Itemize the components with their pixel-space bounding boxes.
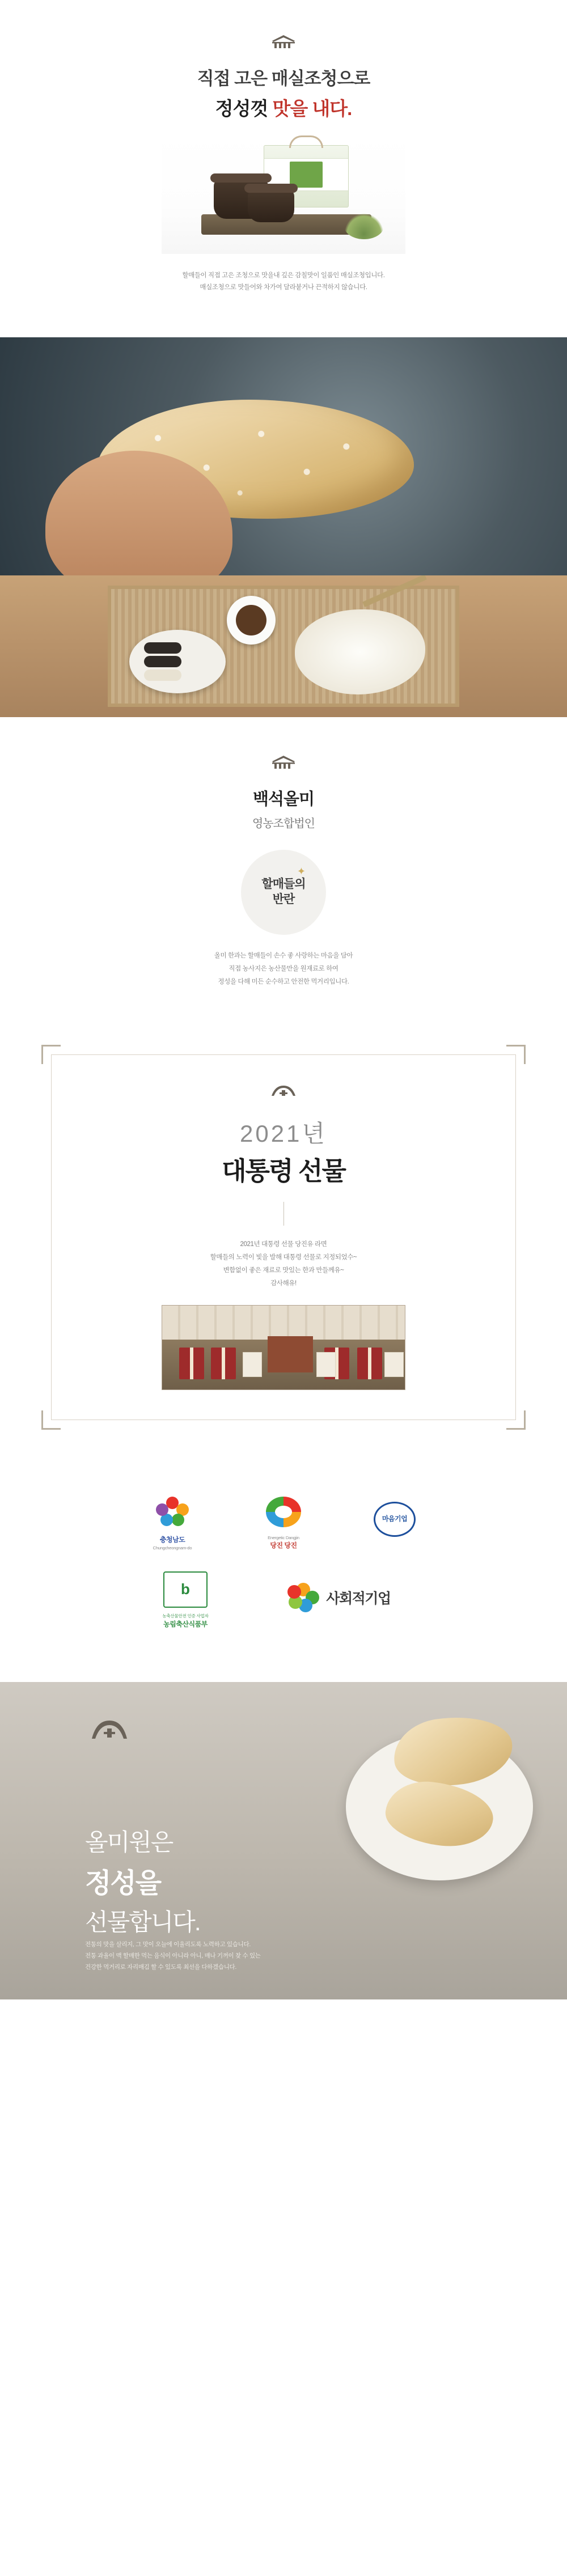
- closing-line-1: 올미원은: [85, 1828, 173, 1855]
- color-ring-mark-icon: [241, 1492, 326, 1532]
- cert-chungcheongnamdo: [130, 1492, 215, 1550]
- petal: [156, 1503, 168, 1516]
- brand-desc-line-3: 정성을 다해 미든 순수하고 안전한 먹거리입니다.: [218, 978, 349, 985]
- photo-plant: [344, 213, 384, 239]
- cert-sublabel: 농축산물안전 인증 사업자: [162, 1613, 209, 1619]
- photo-gift-bag: [384, 1352, 404, 1377]
- petals-shape: [155, 1497, 190, 1526]
- frame-corner-bottom-left: [41, 1410, 61, 1430]
- frame-corner-top-right: [506, 1045, 526, 1064]
- social-enterprise-mark-icon: [254, 1578, 424, 1617]
- giftbox-handle: [289, 135, 323, 148]
- photo-wall: [162, 1306, 405, 1341]
- flower-petal: [287, 1585, 301, 1599]
- olmiwon-logo-icon: [85, 1714, 134, 1745]
- stamp-shape: 마음기업: [374, 1502, 416, 1537]
- petal: [172, 1514, 184, 1526]
- jar-lid: [210, 173, 272, 183]
- closing-headline: [85, 1824, 200, 1938]
- hero-headline-2: [0, 95, 567, 123]
- frame-corner-bottom-right: [506, 1410, 526, 1430]
- cert-sublabel: Chungcheongnam-do: [153, 1545, 192, 1550]
- brand-logo-line-1: 할매들의: [261, 878, 306, 891]
- brand-description: [0, 950, 567, 989]
- jar-lid: [244, 184, 298, 193]
- hero-section: [0, 0, 567, 337]
- color-petals-mark-icon: [130, 1492, 215, 1531]
- certification-row-1: [0, 1492, 567, 1550]
- hero-headline-2-prefix: 정성껏: [215, 98, 273, 119]
- cert-label: 당진 당진: [270, 1541, 297, 1549]
- snack-bar-dark: [144, 656, 181, 667]
- award-photo: [162, 1305, 405, 1390]
- cert-social-enterprise: [254, 1578, 424, 1621]
- cert-haccp: [143, 1570, 228, 1629]
- award-desc-line-4: 감사해유!: [270, 1279, 297, 1287]
- frame-corner-top-left: [41, 1045, 61, 1064]
- closing-desc-line-2: 전통 과율이 맥 할매한 먹는 음식이 아니라 아니, 매나 기꺼이 찾 수 있는: [85, 1952, 261, 1959]
- photo-table-setting: [0, 575, 567, 717]
- hero-photo-canvas: [162, 135, 405, 254]
- photo-gift-box: [211, 1348, 236, 1379]
- brand-logo-line-2: 반란: [272, 892, 295, 906]
- cert-label: 충청남도: [159, 1535, 185, 1544]
- closing-desc-line-1: 전통의 맛을 살리지, 그 맛이 오늘에 이울리도록 노력하고 있습니다.: [85, 1941, 251, 1948]
- award-desc-line-1: 2021년 대통령 선물 당진유 라면: [240, 1240, 327, 1248]
- photo-gift-bag: [243, 1352, 262, 1377]
- photo-hand-nurungji: [0, 337, 567, 575]
- closing-desc-line-3: 건강한 먹거리로 자리매김 할 수 있도록 최선을 다하겠습니다.: [85, 1963, 237, 1971]
- brand-subtitle: 영농조합법인: [252, 817, 315, 830]
- traditional-roof-ornament-icon: [249, 755, 318, 769]
- cert-sublabel: Energetic Dangjin: [268, 1535, 299, 1540]
- hero-caption-line-2: 매실조청으로 맛들어와 차가여 달라붙거나 끈적하지 않습니다.: [200, 284, 367, 291]
- cert-dangjin: [241, 1492, 326, 1550]
- brand-section: [0, 717, 567, 1020]
- traditional-roof-ornament-icon: [249, 34, 318, 49]
- olmiwon-logo-icon: [267, 1081, 300, 1100]
- award-section: [0, 1020, 567, 1460]
- brand-desc-line-1: 올미 한과는 할매들이 손수 좋 사랑하는 마음을 담아: [214, 952, 353, 959]
- certification-row-2: [0, 1570, 567, 1629]
- social-mark-shape: [287, 1583, 390, 1612]
- cert-label: 사회적기업: [326, 1590, 391, 1607]
- haccp-mark-icon: [143, 1570, 228, 1609]
- certifications-section: [0, 1460, 567, 1682]
- flower-shape: [287, 1583, 319, 1612]
- award-frame: [51, 1054, 516, 1420]
- closing-description: [85, 1939, 261, 1973]
- closing-line-2: [85, 1861, 200, 1900]
- snack-bar-dark: [144, 642, 181, 654]
- award-desc-line-3: 변함없이 좋은 재료로 맛있는 한과 만들께유~: [223, 1266, 344, 1274]
- award-desc-line-2: 할매들의 노력이 빛을 발해 대통령 선물로 지정되었수~: [210, 1253, 357, 1261]
- brand-logo: [241, 850, 326, 935]
- sparkle-icon: ✦: [297, 865, 306, 877]
- hero-headline-1: 직접 고은 매실조청으로: [197, 69, 370, 88]
- closing-section: [0, 1682, 567, 1999]
- award-description: [52, 1238, 515, 1290]
- tea-cup: [227, 596, 276, 645]
- photo-large-box: [268, 1336, 313, 1372]
- brand-logo-text: [261, 877, 305, 907]
- haccp-shape: b: [163, 1571, 208, 1608]
- hero-caption-line-1: 할매들이 직접 고은 조청으로 맛을내 깊은 감칠맛이 일품인 매실조청입니다.: [182, 272, 385, 279]
- photo-gift-box: [357, 1348, 382, 1379]
- closing-line-2-rest: 을: [135, 1868, 161, 1899]
- photo-jar-small: [248, 189, 294, 222]
- award-year: 2021년: [239, 1120, 327, 1147]
- cert-maeum-company: [352, 1499, 437, 1543]
- hero-caption: [0, 260, 567, 320]
- ring-shape: [266, 1497, 301, 1527]
- award-title: 대통령 선물: [222, 1156, 345, 1185]
- snack-bar-light: [144, 670, 181, 681]
- photo-gift-box: [179, 1348, 204, 1379]
- cert-label: 농림축산식품부: [163, 1620, 208, 1628]
- photo-gift-bag: [316, 1352, 336, 1377]
- closing-line-3: 선물합니다.: [85, 1908, 200, 1935]
- hero-product-photo: [0, 122, 567, 260]
- brand-name: 백석올미: [252, 790, 315, 808]
- closing-line-2-accent: 정성: [85, 1868, 136, 1899]
- brand-desc-line-2: 직접 농사지은 농산물만을 원재료로 하여: [229, 965, 338, 972]
- blue-stamp-mark-icon: [352, 1499, 437, 1539]
- hero-headline-2-accent: 맛을 내다.: [272, 98, 352, 119]
